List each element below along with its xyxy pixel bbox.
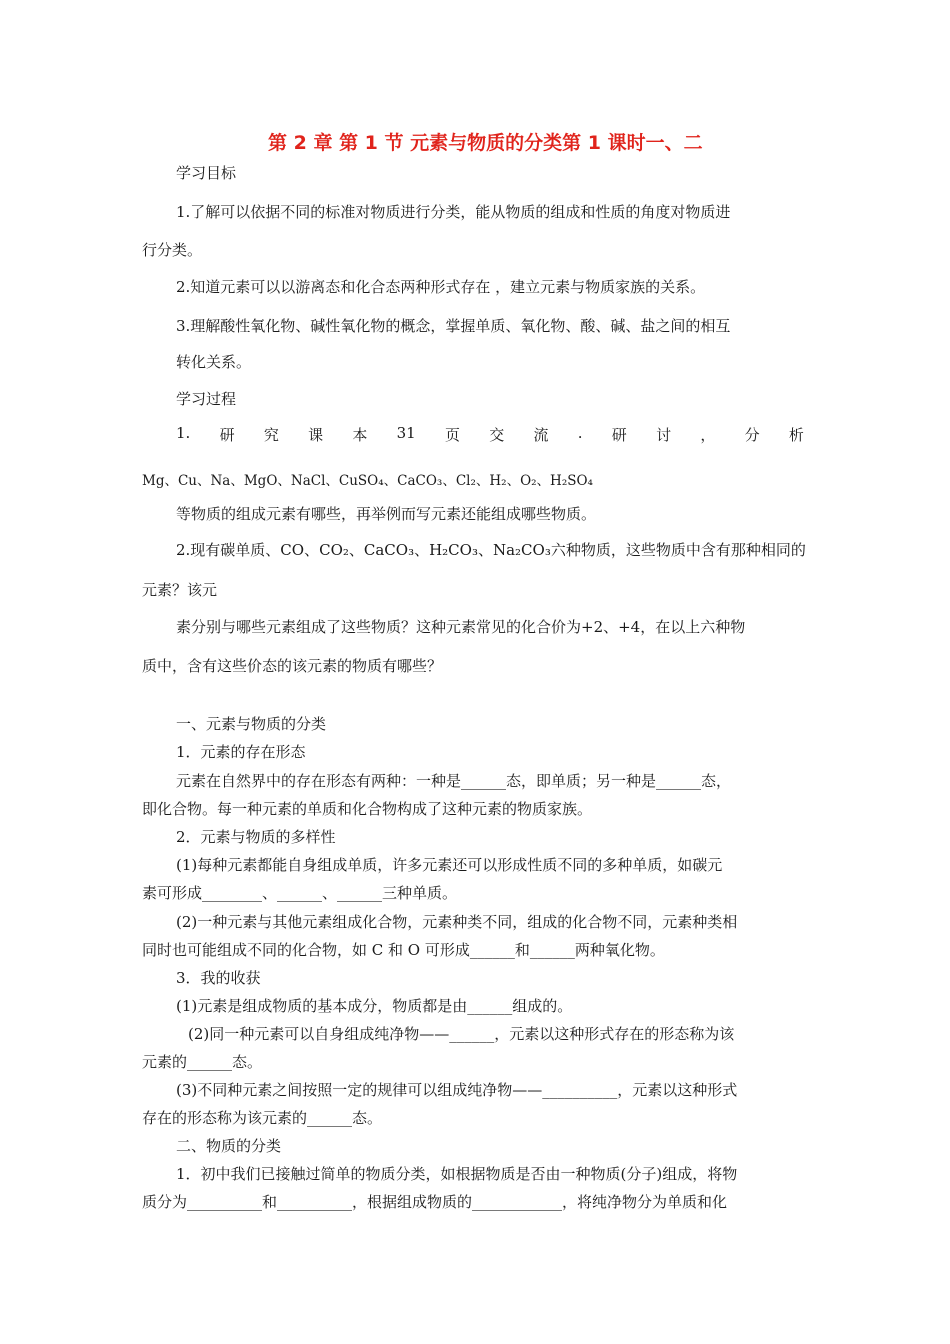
process-2-line-4: 质中，含有这些价态的该元素的物质有哪些？	[142, 657, 443, 675]
process-1-formulas: Mg、Cu、Na、MgO、NaCl、CuSO₄、CaCO₃、Cl₂、H₂、O₂、H₂SO₄	[142, 473, 593, 489]
objective-2: 2.知道元素可以以游离态和化合态两种形式存在 ，建立元素与物质家族的关系。	[176, 278, 706, 296]
s1-2-1-line-2: 素可形成________、______、______三种单质。	[142, 884, 458, 902]
process-heading: 学习过程	[176, 390, 237, 408]
s1-2-heading: 2．元素与物质的多样性	[176, 828, 336, 846]
s1-1-line-2: 即化合物。每一种元素的单质和化合物构成了这种元素的物质家族。	[142, 800, 593, 818]
process-1-line-3: 等物质的组成元素有哪些，再举例而写元素还能组成哪些物质。	[176, 505, 597, 523]
s1-1-heading: 1．元素的存在形态	[176, 743, 306, 761]
s1-3-2-line-2: 元素的______态。	[142, 1053, 263, 1071]
objectives-heading: 学习目标	[176, 164, 237, 182]
objective-3-line-1: 3.理解酸性氧化物、碱性氧化物的概念，掌握单质、氧化物、酸、碱、盐之间的相互	[176, 317, 731, 335]
objective-1-line-2: 行分类。	[142, 241, 203, 259]
s1-3-heading: 3．我的收获	[176, 969, 261, 987]
process-2-line-3: 素分别与哪些元素组成了这些物质？这种元素常见的化合价为+2、+4，在以上六种物	[176, 618, 746, 636]
process-2-line-1: 2.现有碳单质、CO、CO₂、CaCO₃、H₂CO₃、Na₂CO₃六种物质，这些物质中含有那种相同的	[176, 541, 806, 559]
s1-2-2-line-1: (2)一种元素与其他元素组成化合物，元素种类不同，组成的化合物不同，元素种类相	[176, 913, 738, 931]
s1-1-line-1: 元素在自然界中的存在形态有两种：一种是______态，即单质；另一种是______态，	[176, 772, 732, 790]
objective-3-line-2: 转化关系。	[176, 353, 252, 371]
s1-3-1: (1)元素是组成物质的基本成分，物质都是由______组成的。	[176, 997, 573, 1015]
s1-3-3-line-1: (3)不同种元素之间按照一定的规律可以组成纯净物——__________，元素以这种形式	[176, 1081, 738, 1099]
s1-3-3-line-2: 存在的形态称为该元素的______态。	[142, 1109, 383, 1127]
section-2-heading: 二、物质的分类	[176, 1137, 282, 1155]
s1-3-2-line-1: (2)同一种元素可以自身组成纯净物——______，元素以这种形式存在的形态称为该	[188, 1025, 735, 1043]
s2-1-line-1: 1．初中我们已接触过简单的物质分类，如根据物质是否由一种物质(分子)组成，将物	[176, 1165, 738, 1183]
section-1-heading: 一、元素与物质的分类	[176, 715, 327, 733]
s2-1-line-2: 质分为__________和__________，根据组成物质的____________，将纯净物分为单质和化	[142, 1193, 728, 1211]
s1-2-1-line-1: (1)每种元素都能自身组成单质，许多元素还可以形成性质不同的多种单质，如碳元	[176, 856, 723, 874]
objective-1-line-1: 1.了解可以依据不同的标准对物质进行分类，能从物质的组成和性质的角度对物质进	[176, 203, 731, 221]
s1-2-2-line-2: 同时也可能组成不同的化合物，如 C 和 O 可形成______和______两种氧化物。	[142, 941, 665, 959]
document-title: 第 2 章 第 1 节 元素与物质的分类第 1 课时一、二	[268, 132, 703, 154]
process-2-line-2: 元素？该元	[142, 581, 218, 599]
process-1-line-1: 1. 研 究 课 本 31 页 交 流 . 研 讨 ， 分 析	[176, 424, 804, 444]
